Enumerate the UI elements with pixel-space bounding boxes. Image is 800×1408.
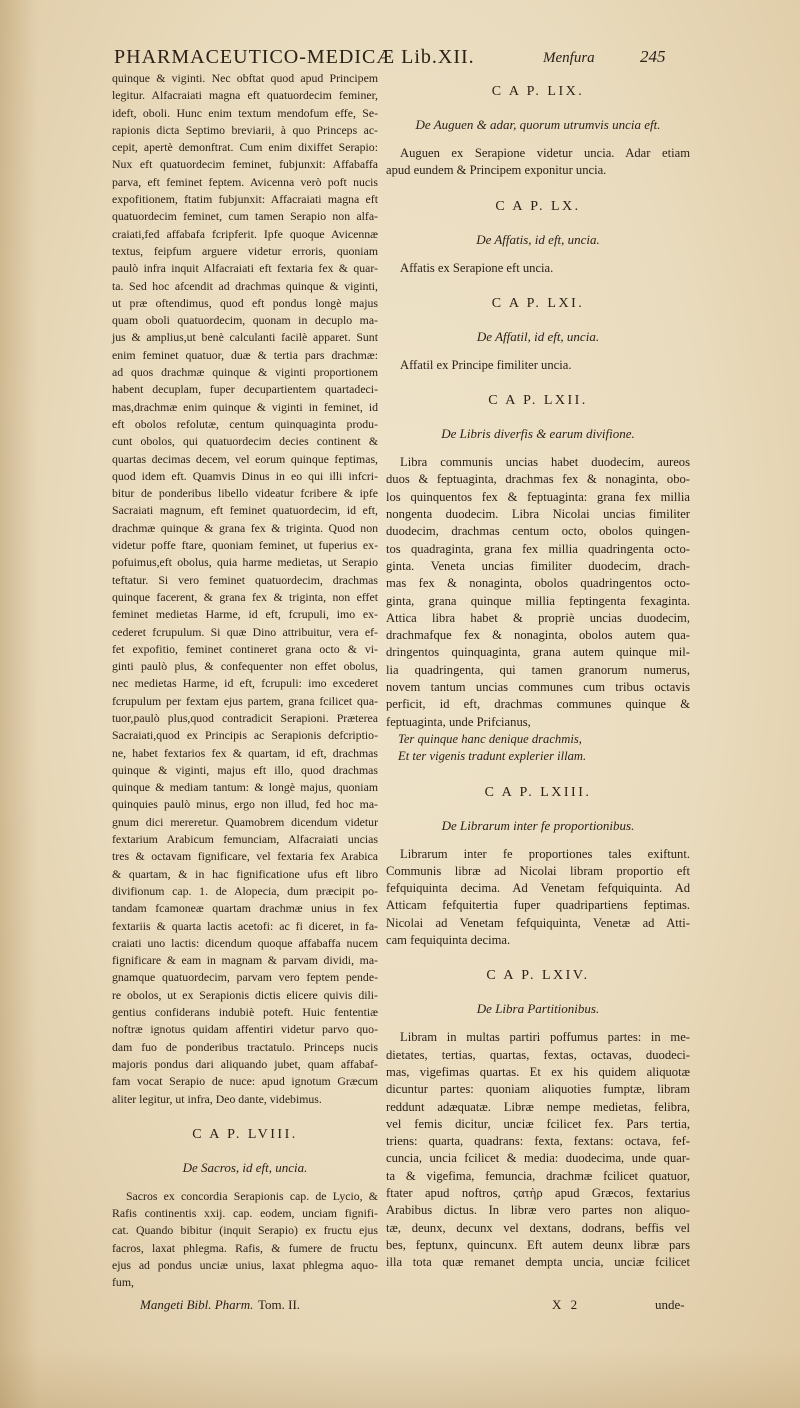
text-line: paulò infra inquit Alfacraiati eft fextaria fex & quar- (112, 261, 378, 276)
text-line: re obolos, ut ex Serapionis dictis elicere quivis dili- (112, 987, 378, 1002)
text-line: Librarum inter fe proportiones tales exiftunt. (400, 846, 690, 861)
text-line: noftræ ignotus quidam affentiri videtur parvo quo- (112, 1022, 378, 1037)
text-line: quam oboli quatuordecim, quonam in decuplo ma- (112, 313, 378, 328)
text-line: cepit, apertè demonftrat. Cum enim dixiffet Serapio: (112, 140, 378, 155)
text-line: fum, (112, 1275, 134, 1290)
text-line: Attica libra habet & propriè uncias duodecim, (386, 610, 690, 625)
chapter-heading-lviii: C A P. LVIII. (192, 1126, 298, 1142)
text-line: fefquiquinta decima. Ad Venetam fefquiquinta. Ad (386, 881, 690, 896)
text-line: duos & feptuaginta, drachmas fex & nonaginta, obo- (386, 472, 690, 487)
text-line: quinquies paulò minus, ergo non illud, fed hoc ma- (112, 797, 378, 812)
text-line: divifionum cap. 1. de Alopecia, dum præcipit po- (112, 883, 378, 898)
text-line: parva, eft feminet feptem. Avicenna verò poft nucis (112, 174, 378, 189)
text-line: jus & amplius,ut benè calculanti facilè apparet. Sunt (112, 330, 378, 345)
text-line: Affatil ex Principe fimiliter uncia. (400, 357, 572, 372)
text-line: bitur de ponderibus libello videatur fcribere & ipfe (112, 486, 378, 501)
text-line: Nicolai ad Venetam fefquiquinta, Venetæ ad Atti- (386, 915, 690, 930)
chapter-heading-lxiii: C A P. LXIII. (484, 784, 592, 800)
text-line: videtur poffe ftare, quoniam feminet, ut fuperius ex- (112, 538, 378, 553)
text-line: novem tantum uncias communes cum tribus octavis (386, 680, 690, 695)
chapter-paragraph-lxii (386, 454, 690, 731)
text-line: feptuaginta, unde Prifcianus, (386, 714, 531, 729)
text-line: dringentos quinquaginta, grana autem quinque mil- (386, 645, 690, 660)
text-line: nongenta duodecim. Libra Nicolai uncias fimiliter (386, 507, 690, 522)
text-line: Rafis continentis xxij. cap. eodem, unciam fignifi- (112, 1206, 378, 1221)
text-line: Et ter vigenis tradunt explerier illam. (398, 749, 587, 764)
running-head: Menfura (543, 50, 595, 66)
text-line: quinque & viginti, majus eft illo, quod drachmas (112, 762, 378, 777)
text-line: aliter legitur, ut infra, Deo dante, videbimus. (112, 1091, 322, 1106)
text-line: los quinquentos fex & feptuaginta: grana fex millia (386, 489, 690, 504)
text-line: ginta, grana quinque millia feptingenta fexaginta. (386, 593, 690, 608)
text-line: & quartam, & in hac fignificatione ufus eft libro (112, 866, 378, 881)
text-line: facros, laxat phlegma. Rafis, & fumere de fructu (112, 1240, 378, 1255)
text-line: Sacros ex concordia Serapionis cap. de Lycio, & (126, 1188, 378, 1203)
text-line: dam fuo de ponderibus tractatulo. Princeps nucis (112, 1039, 378, 1054)
text-line: apud eundem & Principem exponitur uncia. (386, 163, 607, 178)
continued-paragraph (112, 70, 378, 1108)
chapter-heading-lix: C A P. LIX. (491, 84, 585, 99)
catchword: unde- (655, 1297, 685, 1312)
text-line: Libra communis uncias habet duodecim, aureos (400, 455, 690, 470)
text-line: illa tota quæ remanet dempta uncia, unciæ fcilicet (386, 1255, 690, 1270)
text-line: ejus ad pondus unciæ unius, laxat phlegma aquo- (112, 1258, 378, 1272)
text-line: ideft, oboli. Hunc enim textum mendofum effe, Se- (112, 105, 378, 120)
left-column (112, 70, 378, 1292)
footer-volume: Tom. II. (258, 1297, 301, 1312)
text-line: drachmæ quinque & grana fex & triginta. Quod non (112, 520, 378, 535)
text-line: cuncia, uncia fcilicet & media: duodecima, unde quar- (386, 1151, 690, 1166)
text-line: gnamque quatuordecim, parvam vero feptem pende- (112, 970, 378, 985)
text-line: bes, feptunx, quincunx. Eft autem deunx libræ pars (386, 1237, 690, 1252)
text-line: quinque facerent, & grana fex & triginta, non effet (112, 589, 378, 604)
text-line: gentius confiderans indubiè poteft. Huic fententiæ (112, 1005, 378, 1020)
text-line: Nux eft quatuordecim feminet, fubjunxit: Affabaffa (112, 157, 378, 172)
text-line: teftatur. Si vero feminet quatuordecim, drachmas (112, 572, 378, 587)
text-line: majoris pondus dari aliquando jubet, quam affabaf- (112, 1056, 378, 1071)
chapter-heading-lxi: C A P. LXI. (491, 295, 585, 311)
chapter-subtitle-lxi: De Affatil, id eft, uncia. (476, 328, 600, 344)
text-line: fam vocat Serapio de nuce: apud ignotum Græcum (112, 1074, 378, 1089)
text-line: Sacraiati,quod ex Principis ac Serapionis defcriptio- (112, 728, 378, 743)
text-line: craiati,fed affabafa fcripferit. Ipfe quoque Avicennæ (112, 226, 378, 241)
text-line: fignificare & eam in magnam & parvam dividi, ma- (112, 953, 378, 968)
chapter-subtitle-lxiii: De Librarum inter fe proportionibus. (441, 817, 635, 833)
text-line: ftater apud noftros, ςατὴρ apud Græcos, fextarius (386, 1185, 690, 1200)
text-line: craiati uno lactis: dicendum quoque affabaffa nucem (112, 935, 378, 950)
chapter-heading-lxiv: C A P. LXIV. (486, 968, 590, 984)
text-line: mas, vigefimas quartas. Et ex his quidem aliquotæ (386, 1064, 690, 1079)
text-line: cam fequiquinta decima. (386, 933, 511, 948)
text-line: legitur. Alfacraiati magna eft quatuordecim feminer, (112, 88, 378, 103)
text-line: drachmafque fex & nonaginta, obolos autem qua- (386, 628, 690, 643)
chapter-paragraph-lxiv (386, 1029, 690, 1271)
text-line: Sacraiati magnum, eft feminet quatuordecim, id eft, (112, 503, 378, 518)
text-line: quatuordecim feminet, cum tamen Serapio non alfa- (112, 209, 378, 224)
text-line: triens: quarta, quadrans: fexta, fextans: octava, fef- (386, 1134, 690, 1149)
text-line: ta & vigefima, femuncia, drachmæ fcilicet quatuor, (386, 1168, 690, 1183)
text-line: Atticam fefquitertia fuper quadripartiens feptimas. (386, 898, 690, 913)
chapter-heading-lx: C A P. LX. (495, 198, 581, 214)
text-line: reddunt adæquatæ. Libræ nempe medietas, felibra, (386, 1099, 690, 1114)
text-line: cat. Quando bibitur (inquit Serapio) ex fructu ejus (112, 1223, 378, 1238)
text-line: quinque & mediam tantum: & longè majus, quoniam (112, 780, 378, 795)
text-line: tandam fcamoneæ quartam drachmæ unius in fex (112, 901, 378, 916)
text-line: vel femis dicitur, unciæ fcilicet fex. Pars tertia, (386, 1116, 690, 1131)
text-line: dietates, tertias, quartas, fextas, octavas, duodeci- (386, 1047, 690, 1062)
text-line: dicuntur partes: quoniam aliquoties fumptæ, libram (386, 1082, 690, 1097)
text-line: Auguen ex Serapione videtur uncia. Adar etiam (400, 146, 690, 160)
text-line: perficit, id eft, drachmas communes quinque & (386, 697, 690, 712)
text-line: gnum dici mereretur. Quamobrem dicendum videtur (112, 814, 378, 829)
text-line: Arabibus dictus. In libræ vero partes non aliquo- (386, 1203, 690, 1218)
text-line: fextarium Arabicum femunciam, Alfacraiati uncias (112, 832, 378, 847)
text-line: Libram in multas partiri poffumus partes: in me- (400, 1030, 690, 1045)
text-line: eft obolos refolutæ, centum quinquaginta produ- (112, 416, 378, 431)
chapter-subtitle-lxii: De Libris diverfis & earum divifione. (441, 426, 635, 442)
text-line: Ter quinque hanc denique drachmis, (398, 731, 582, 746)
text-line: cunt obolos, qui quatuordecim decies continent & (112, 434, 378, 449)
text-line: ad quos drachmæ quinque & viginti proportionem (112, 365, 378, 380)
text-line: tæ, deunx, decunx vel dextans, dodrans, beffis vel (386, 1220, 690, 1235)
text-line: nec medietas Harme, id eft, fcrupuli: imo excederet (112, 676, 378, 691)
text-line: mas,drachmæ enim quinque & viginti in feminet, id (112, 399, 378, 414)
text-line: quod idem eft. Quamvis Dinus in eo qui illi infcri- (112, 468, 378, 483)
text-line: rapionis dicta Septimo breviarii, à quo Princeps ac- (112, 122, 378, 137)
text-line: tres & octavam fignificare, vel fextaria fex Arabica (112, 849, 378, 864)
text-line: duodecim, drachmas centum octo, obolos quingen- (386, 524, 690, 539)
chapter-heading-lxii: C A P. LXII. (488, 393, 588, 409)
running-title: PHARMACEUTICO-MEDICÆ Lib.XII. (114, 46, 475, 68)
text-line: tuor,paulò plus,quod contradicit Serapioni. Præterea (112, 710, 378, 725)
text-line: fcrupulum per fextam ejus partem, grana fcilicet qua- (112, 693, 378, 708)
text-line: enim feminet quatuor, duæ & tertia pars drachmæ: (112, 347, 378, 362)
text-line: cederet fcrupulum. Si quæ Dino attribuitur, vera ef- (112, 624, 378, 639)
text-line: textus, feipfum arguere videtur erroris, quoniam (112, 243, 378, 258)
chapter-subtitle-lx: De Affatis, id eft, uncia. (476, 231, 600, 247)
text-line: ut præ oftendimus, quod eft pondus longè majus (112, 295, 378, 310)
chapter-subtitle-lxiv: De Libra Partitionibus. (476, 1001, 600, 1017)
signature-mark: X 2 (552, 1297, 581, 1312)
chapter-subtitle-lviii: De Sacros, id eft, uncia. (182, 1159, 308, 1175)
chapter-paragraph-lxi (386, 357, 690, 374)
text-line: ginti paulò plus, & confequenter non effet obolus, (112, 659, 378, 674)
page-number: 245 (640, 47, 666, 66)
chapter-paragraph-lxiii (386, 846, 690, 950)
chapter-paragraph-lix (386, 145, 690, 180)
text-line: ta. Sed hoc afcendit ad drachmas quinque & viginti, (112, 278, 378, 293)
verse-quotation (386, 731, 690, 766)
text-line: quartas decimas decem, vel eorum quinque feptimas, (112, 451, 378, 466)
text-line: quinque & viginti. Nec obftat quod apud Principem (112, 71, 378, 85)
chapter-subtitle-lix: De Auguen & adar, quorum utrumvis uncia eft. (415, 117, 661, 132)
text-line: ginta. Veneta uncias fimiliter duodecim, drach- (386, 558, 690, 573)
right-column (386, 82, 690, 1271)
text-line: fet expofitio, feminet contineret grana octo & vi- (112, 641, 378, 656)
text-line: ne, habet fextarios fex & quartam, id eft, drachmas (112, 745, 378, 760)
text-line: pofuimus,eft obolus, quia harme medietas, ut Serapio (112, 555, 378, 570)
text-line: tos quadraginta, grana fex millia quadringenta octo- (386, 541, 690, 556)
chapter-paragraph-lx (386, 260, 690, 277)
text-line: fextariis & quarta lactis acetofi: ac fi diceret, in fa- (112, 918, 378, 933)
text-line: feminet medietas Harme, id eft, fcrupuli, imo ex- (112, 607, 378, 622)
text-line: mas fex & nonaginta, obolos quadringentos octo- (386, 576, 690, 591)
text-line: lia quadringenta, qui tamen granorum numerus, (386, 662, 690, 677)
footer-bibliography-signature: Mangeti Bibl. Pharm. (140, 1297, 254, 1312)
chapter-paragraph-lviii (112, 1188, 378, 1292)
text-line: Communis libræ ad Nicolai libram proportio eft (386, 863, 690, 878)
text-line: expofitionem, ftatim fubjunxit: Affacraiati magna eft (112, 192, 378, 207)
text-line: habent decuplam, fuper decupartientem quartadeci- (112, 382, 378, 397)
text-line: Affatis ex Serapione eft uncia. (400, 260, 554, 275)
